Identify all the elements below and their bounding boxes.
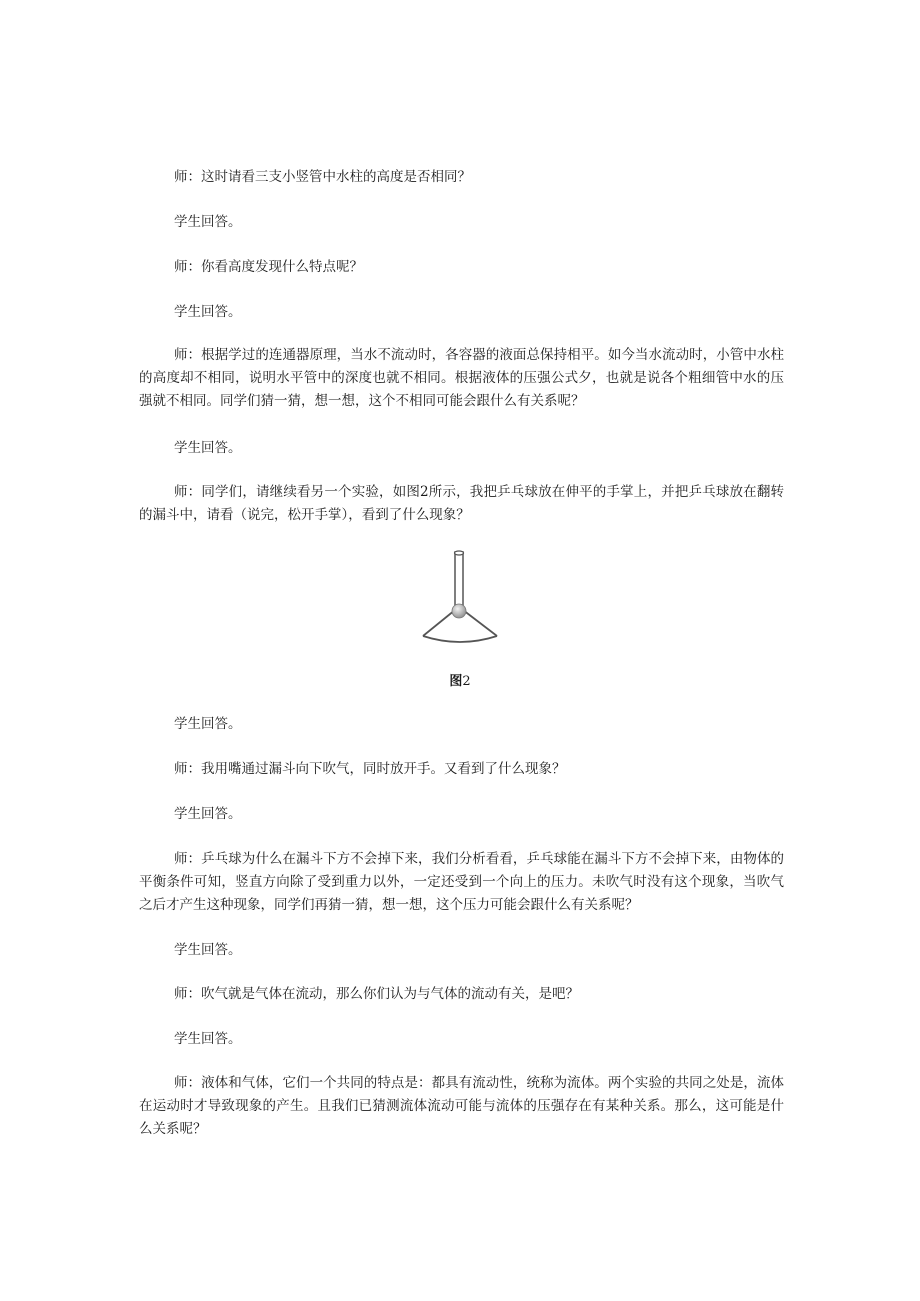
figure-caption-number: 2	[462, 674, 471, 689]
paragraph-teacher-question-1: 师：这时请看三支小竖管中水柱的高度是否相同？	[174, 169, 471, 185]
paragraph-student-answer: 学生回答。	[174, 304, 242, 320]
paragraph-student-answer: 学生回答。	[174, 214, 242, 230]
funnel-tube	[455, 552, 463, 610]
paragraph-teacher-experiment-2: 师：同学们，请继续看另一个实验，如图2所示，我把乒乓球放在伸平的手掌上，并把乒乓球放在翻转的漏斗中，请看（说完，松开手掌），看到了什么现象？	[139, 484, 784, 523]
tube-opening	[455, 551, 464, 555]
paragraph-teacher-question-2: 师：你看高度发现什么特点呢？	[174, 259, 363, 275]
figure-caption	[0, 672, 920, 692]
paragraph-teacher-conclusion: 师：液体和气体，它们一个共同的特点是：都具有流动性，统称为流体。两个实验的共同之处是，流体在运动时才导致现象的产生。且我们已猜测流体流动可能与流体的压强存在有某种关系。那么，这可能是什么关系呢？	[139, 1075, 784, 1137]
figure-caption-label: 图	[449, 674, 463, 689]
funnel-left-side	[423, 610, 455, 636]
paragraph-student-answer: 学生回答。	[174, 942, 242, 958]
paragraph-student-answer: 学生回答。	[174, 440, 242, 456]
funnel-right-side	[463, 610, 497, 636]
paragraph-student-answer: 学生回答。	[174, 806, 242, 822]
funnel-with-ping-pong-ball-icon	[415, 548, 505, 652]
paragraph-teacher-gas-flow: 师：吹气就是气体在流动，那么你们认为与气体的流动有关，是吧？	[174, 986, 579, 1002]
paragraph-teacher-explanation-2: 师：乒乓球为什么在漏斗下方不会掉下来，我们分析看看，乒乓球能在漏斗下方不会掉下来，由物体的平衡条件可知，竖直方向除了受到重力以外，一定还受到一个向上的压力。未吹气时没有这个现象，当吹气之后才产生这种现象，同学们再猜一猜，想一想，这个压力可能会跟什么有关系呢？	[139, 851, 784, 913]
paragraph-teacher-blow-air: 师：我用嘴通过漏斗向下吹气，同时放开手。又看到了什么现象？	[174, 761, 566, 777]
paragraph-student-answer: 学生回答。	[174, 1031, 242, 1047]
ping-pong-ball	[452, 604, 466, 618]
funnel-rim	[423, 636, 497, 642]
paragraph-teacher-explanation-1: 师：根据学过的连通器原理，当水不流动时，各容器的液面总保持相平。如今当水流动时，小管中水柱的高度却不相同，说明水平管中的深度也就不相同。根据液体的压强公式夕，也就是说各个粗细管中水的压强就不相同。同学们猜一猜，想一想，这个不相同可能会跟什么有关系呢？	[139, 347, 784, 409]
paragraph-student-answer: 学生回答。	[174, 716, 242, 732]
